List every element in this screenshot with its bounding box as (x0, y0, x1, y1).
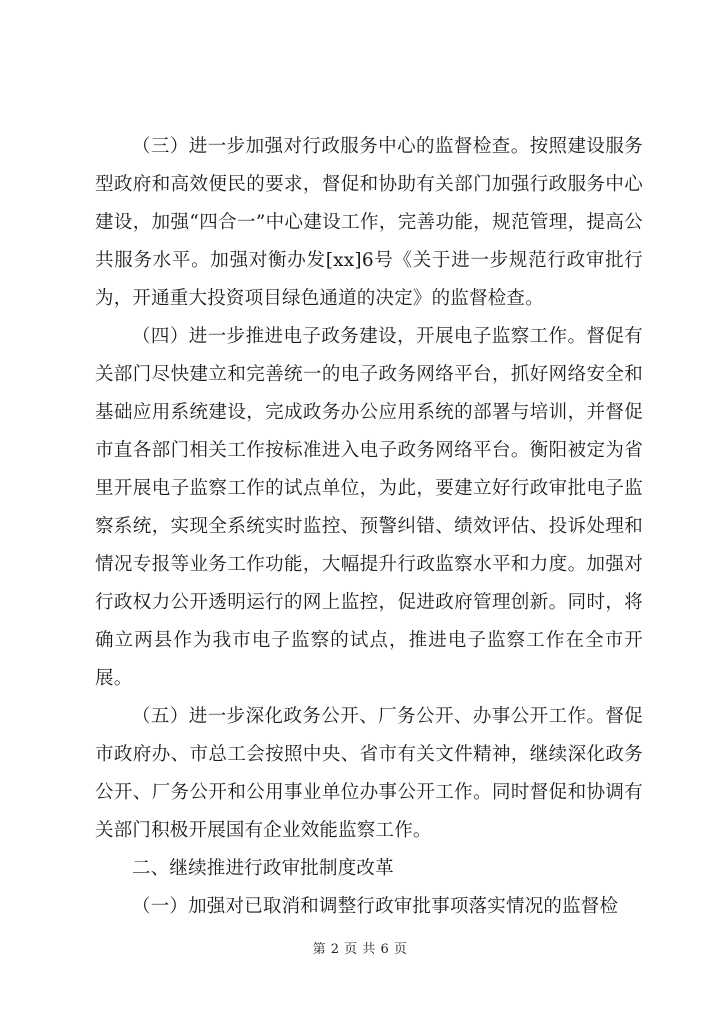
paragraph-service-center: （三）进一步加强对行政服务中心的监督检查。按照建设服务型政府和高效便民的要求，督促和协助有关部门加强行政服务中心建设，加强“四合一”中心建设工作，完善功能，规范管理，提高公共服务水平。加强对衡办发[xx]6号《关于进一步规范行政审批行为，开通重大投资项目绿色通道的决定》的监督检查。 (95, 136, 643, 309)
document-body (95, 128, 643, 926)
section-heading: 二、继续推进行政审批制度改革 (132, 858, 394, 879)
paragraph-public-affairs: （五）进一步深化政务公开、厂务公开、办事公开工作。督促市政府办、市总工会按照中央、省市有关文件精神，继续深化政务公开、厂务公开和公用事业单位办事公开工作。同时督促和协调有关部门积极开展国有企业效能监察工作。 (95, 706, 643, 841)
paragraph-approval-check: （一）加强对已取消和调整行政审批事项落实情况的监督检 (132, 896, 619, 917)
page-number-footer: 第 2 页 共 6 页 (312, 942, 408, 957)
paragraph-e-government: （四）进一步推进电子政务建设，开展电子监察工作。督促有关部门尽快建立和完善统一的电子政务网络平台，抓好网络安全和基础应用系统建设，完成政务办公应用系统的部署与培训，并督促市直各部门相关工作按标准进入电子政务网络平台。衡阳被定为省里开展电子监察工作的试点单位，为此，要建立好行政审批电子监察系统，实现全系统实时监控、预警纠错、绩效评估、投诉处理和情况专报等业务工作功能，大幅提升行政监察水平和力度。加强对行政权力公开透明运行的网上监控，促进政府管理创新。同时，将确立两县作为我市电子监察的试点，推进电子监察工作在全市开展。 (95, 326, 643, 689)
